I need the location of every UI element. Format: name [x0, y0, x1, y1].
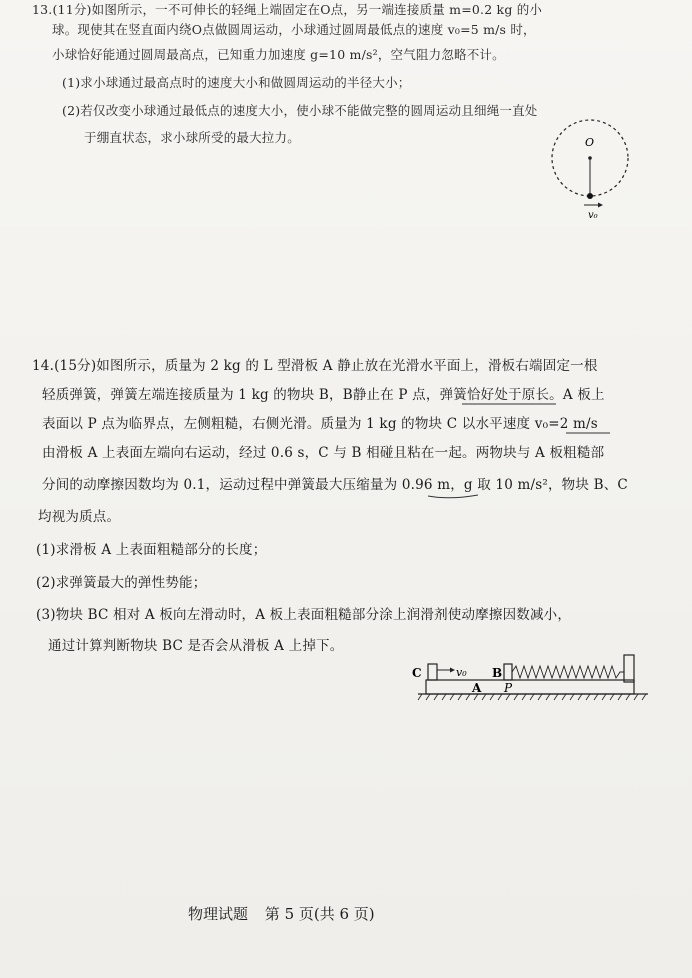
- label-point-p: P: [504, 681, 513, 695]
- page-footer: [188, 903, 387, 924]
- q14-slider-figure: [410, 650, 650, 710]
- footer-page-number: 第 5 页(共 6 页): [264, 905, 375, 923]
- q13-subquestion-2: (2)若仅改变小球通过最低点的速度大小，使小球不能做完整的圆周运动且细绳一直处: [62, 103, 538, 118]
- q14-line-1: 14.(15分)如图所示，质量为 2 kg 的 L 型滑板 A 静止放在光滑水平面上，滑板右端固定一根: [32, 358, 598, 374]
- q14-line-5: 分间的动摩擦因数均为 0.1，运动过程中弹簧最大压缩量为 0.96 m，g 取 10 m/s²，物块 B、C: [42, 477, 628, 493]
- q13-subquestion-2-cont: 于绷直状态，求小球所受的最大拉力。: [84, 130, 300, 145]
- q14-subquestion-3: (3)物块 BC 相对 A 板向左滑动时，A 板上表面粗糙部分涂上润滑剂使动摩擦因数减小，: [36, 607, 572, 623]
- q14-line-6: 均视为质点。: [38, 509, 121, 525]
- q14-line-4: 由滑板 A 上表面左端向右运动，经过 0.6 s，C 与 B 相碰且粘在一起。两物块与 A 板粗糙部: [42, 445, 605, 461]
- label-board-a: A: [472, 681, 482, 695]
- q13-line-1: 13.(11分)如图所示，一不可伸长的轻绳上端固定在O点，另一端连接质量 m=0.2 kg 的小: [32, 2, 543, 17]
- q13-velocity-label: v₀: [588, 210, 598, 221]
- label-block-b: B: [492, 666, 503, 680]
- label-block-c: C: [412, 666, 422, 680]
- q14-line-2: 轻质弹簧，弹簧左端连接质量为 1 kg 的物块 B，B静止在 P 点，弹簧恰好处于原长。A 板上: [42, 387, 605, 403]
- label-velocity-v0: v₀: [456, 666, 467, 679]
- q14-line-3: 表面以 P 点为临界点，左侧粗糙，右侧光滑。质量为 1 kg 的物块 C 以水平速度 v₀=2 m/s: [42, 416, 598, 432]
- q14-subquestion-1: (1)求滑板 A 上表面粗糙部分的长度；: [36, 542, 267, 558]
- q13-line-2: 球。现使其在竖直面内绕O点做圆周运动，小球通过圆周最低点的速度 v₀=5 m/s 时，: [52, 22, 536, 37]
- q13-line-3: 小球恰好能通过圆周最高点，已知重力加速度 g=10 m/s²，空气阻力忽略不计。: [52, 47, 505, 62]
- footer-subject: 物理试题: [188, 905, 249, 923]
- q14-subquestion-2: (2)求弹簧最大的弹性势能；: [36, 575, 207, 591]
- q13-subquestion-1: (1)求小球通过最高点时的速度大小和做圆周运动的半径大小；: [62, 75, 411, 90]
- q13-point-o-label: O: [585, 136, 595, 149]
- q14-subquestion-3-cont: 通过计算判断物块 BC 是否会从滑板 A 上掉下。: [48, 638, 344, 654]
